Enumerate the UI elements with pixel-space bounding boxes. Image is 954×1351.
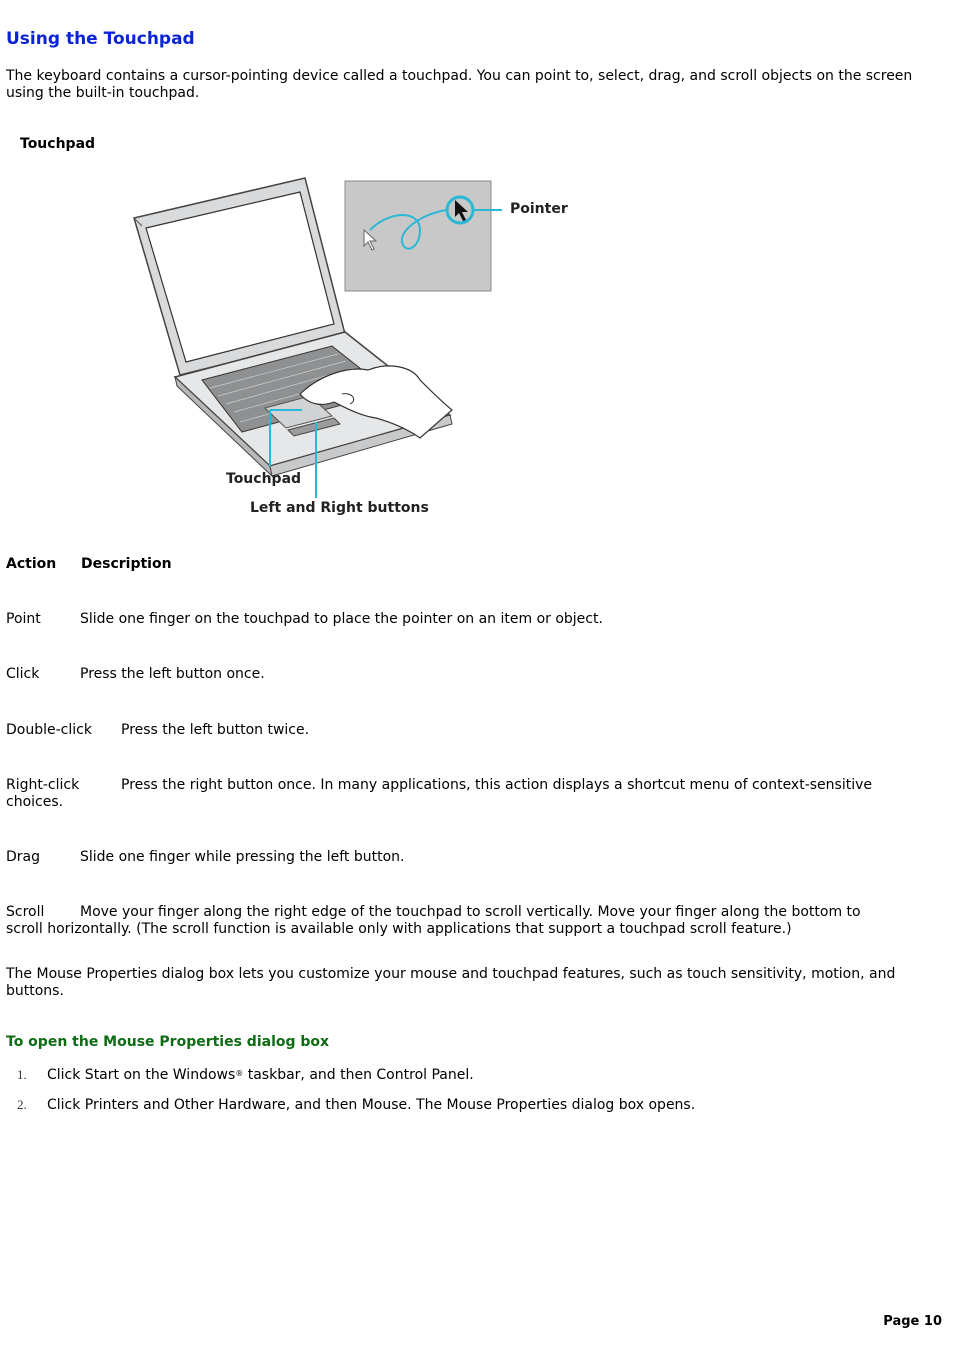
figure-caption: Touchpad [20, 136, 96, 152]
touchpad-label: Touchpad [226, 471, 302, 487]
page-title: Using the Touchpad [6, 29, 195, 49]
table-row-action: Point [6, 611, 41, 627]
step-number: 2. [17, 1097, 27, 1112]
step-text: Click Start on the Windows® taskbar, and then Control Panel. [47, 1067, 474, 1083]
table-row-action: Click [6, 666, 40, 682]
table-row-description: Slide one finger on the touchpad to place the pointer on an item or object. [80, 611, 603, 627]
table-row-action: Right-click [6, 777, 80, 793]
mouse-properties-paragraph: The Mouse Properties dialog box lets you customize your mouse and touchpad features, such as touch sensitivity, motion, and buttons. [6, 966, 896, 999]
table-row-continuation: scroll horizontally. (The scroll function is available only with applications that support a touchpad scroll feature.) [6, 921, 792, 937]
table-row-description: Press the left button twice. [121, 722, 310, 738]
table-header-action: Action [6, 556, 57, 572]
table-row-description: Slide one finger while pressing the left button. [80, 849, 405, 865]
pointer-inset [345, 181, 568, 291]
table-row-action: Scroll [6, 904, 45, 920]
step-text: Click Printers and Other Hardware, and then Mouse. The Mouse Properties dialog box opens. [47, 1097, 696, 1113]
table-row-action: Double-click [6, 722, 92, 738]
table-row-action: Drag [6, 849, 41, 865]
buttons-label: Left and Right buttons [250, 500, 429, 516]
step-number: 1. [17, 1067, 27, 1082]
procedure-heading: To open the Mouse Properties dialog box [6, 1034, 330, 1050]
pointer-label: Pointer [510, 201, 568, 217]
intro-paragraph: The keyboard contains a cursor-pointing device called a touchpad. You can point to, select, drag, and scroll objects on the screen using the built-in touchpad. [6, 68, 913, 101]
table-row-continuation: choices. [6, 794, 64, 810]
table-row-description: Press the left button once. [80, 666, 265, 682]
touchpad-illustration [120, 170, 600, 530]
table-row-description: Press the right button once. In many applications, this action displays a shortcut menu of context-sensitive [121, 777, 873, 793]
page-number: Page 10 [883, 1314, 942, 1329]
table-row-description: Move your finger along the right edge of the touchpad to scroll vertically. Move your finger along the bottom to [80, 904, 861, 920]
table-header-description: Description [81, 556, 172, 572]
